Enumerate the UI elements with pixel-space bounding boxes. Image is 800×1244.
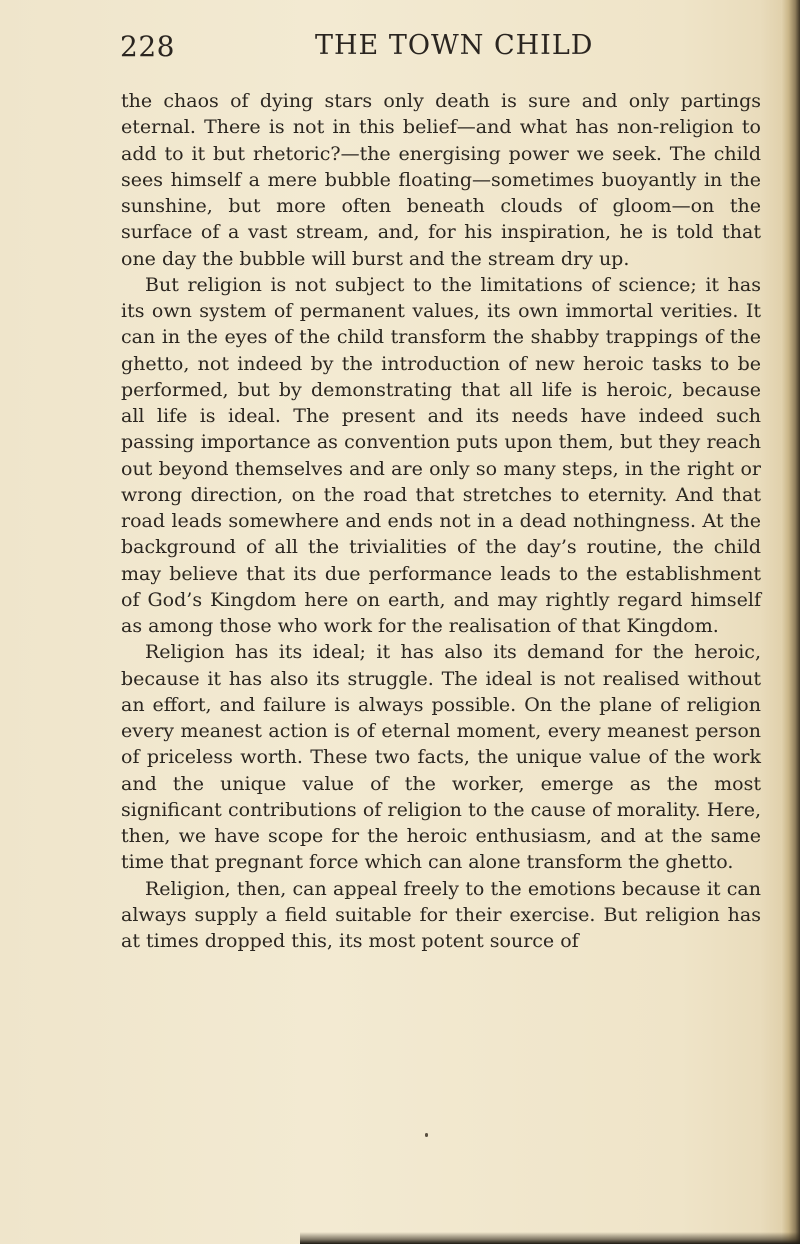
body-text	[121, 88, 761, 954]
page-number: 228	[120, 30, 175, 63]
page-bottom-shadow	[300, 1232, 800, 1244]
ink-speck	[425, 1133, 428, 1137]
paragraph-2: But religion is not subject to the limitations of science; it has its own system of permanent values, its own immortal verities. It can in the eyes of the child transform the shabby trappings of the ghetto, not indeed by the introduction of new heroic tasks to be performed, but by demonstrating that all life is heroic, because all life is ideal. The present and its needs have indeed such passing importance as convention puts upon them, but they reach out beyond themselves and are only so many steps, in the right or wrong direction, on the road that stretches to eternity. And that road leads somewhere and ends not in a dead nothingness. At the background of all the trivialities of the day’s routine, the child may believe that its due performance leads to the establishment of God’s Kingdom here on earth, and may rightly regard himself as among those who work for the realisation of that Kingdom.	[121, 273, 761, 637]
paragraph-1: the chaos of dying stars only death is sure and only partings eternal. There is not in this belief—and what has non-religion to add to it but rhetoric?—the energising power we seek. The child sees himself a mere bubble floating—sometimes buoyantly in the sunshine, but more often beneath clouds of gloom—on the surface of a vast stream, and, for his inspiration, he is told that one day the bubble will burst and the stream dry up.	[121, 90, 761, 270]
paragraph-4: Religion, then, can appeal freely to the emotions because it can always supply a field suitable for their exercise. But religion has at times dropped this, its most potent source of	[121, 877, 761, 952]
paragraph-3: Religion has its ideal; it has also its demand for the heroic, because it has also its struggle. The ideal is not realised without an effort, and failure is always possible. On the plane of religion every meanest action is of eternal moment, every meanest person of priceless worth. These two facts, the unique value of the work and the unique value of the worker, emerge as the most significant contributions of religion to the cause of morality. Here, then, we have scope for the heroic enthusiasm, and at the same time that pregnant force which can alone transform the ghetto.	[121, 641, 761, 874]
running-title: THE TOWN CHILD	[315, 30, 594, 61]
page-edge-shadow	[781, 0, 800, 1244]
page-header	[120, 30, 760, 70]
